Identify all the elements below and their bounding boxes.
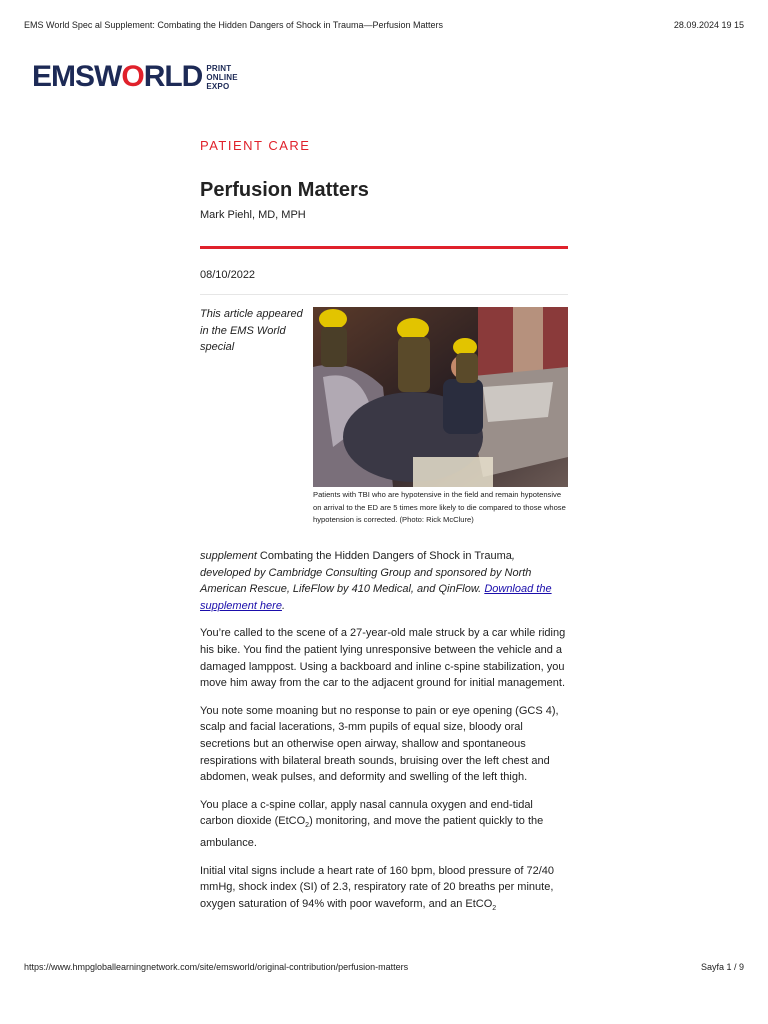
print-header (24, 20, 744, 30)
intro-supplement-title: Combating the Hidden Dangers of Shock in Trauma (256, 550, 512, 562)
title-divider (200, 246, 568, 249)
download-supplement-link[interactable]: Download the supplement here (200, 583, 552, 612)
intro-paragraph (200, 548, 568, 614)
article-date: 08/10/2022 (200, 269, 256, 281)
logo-tag-print: PRINT (206, 63, 232, 73)
p3-subscript: 2 (305, 822, 310, 830)
logo-w: W (94, 60, 122, 93)
logo-tagline (206, 64, 237, 91)
intro-italic-1: supplement (200, 550, 257, 562)
logo-ems: EMS (32, 60, 95, 93)
logo-tag-expo: EXPO (206, 81, 230, 91)
intro-italic-2: , developed by Cambridge Consulting Group and sponsored by North American Rescue, LifeFlow by 410 Medical, and QinFlow. (200, 550, 532, 596)
intro-side-text: This article appeared in the EMS World special (200, 308, 303, 353)
body-paragraph-2: You note some moaning but no response to pain or eye opening (GCS 4), scalp and facial lacerations, 3-mm pupils of equal size, bloody oral secretions but an otherwise open airway, shallow and spontaneous respirations with bilateral breath sounds, bruising over the left chest and abdomen, weak pulses, and deformity and swelling of the left thigh. (200, 704, 559, 784)
logo-o: O (121, 60, 144, 93)
body-paragraph-1: You’re called to the scene of a 27-year-old male struck by a car while riding his bike. You find the patient lying unresponsive between the vehicle and a damaged lamppost. Using a backboard and inline c-spine stabilization, you move him away from the car to the adjacent ground for initial management. (200, 627, 566, 690)
date-divider (200, 294, 568, 295)
article (200, 138, 568, 929)
article-byline: Mark Piehl, MD, MPH (200, 209, 306, 221)
category-kicker[interactable]: PATIENT CARE (200, 138, 311, 153)
print-header-datetime: 28.09.2024 19 15 (673, 20, 744, 30)
article-photo (313, 307, 568, 487)
print-footer-page: Sayfa 1 / 9 (700, 962, 744, 972)
body-paragraph-3 (200, 797, 568, 852)
print-footer-url: https://www.hmpgloballearningnetwork.com/site/emsworld/original-contribution/perfusion-matters (24, 962, 409, 972)
p4-subscript: 2 (492, 905, 497, 913)
print-footer (24, 962, 744, 972)
body-paragraph-4 (200, 863, 568, 918)
print-header-title: EMS World Spec al Supplement: Combating the Hidden Dangers of Shock in Trauma—Perfusion Matters (24, 20, 444, 30)
logo-rld: RLD (143, 60, 203, 93)
logo-tag-online: ONLINE (206, 72, 238, 82)
emsworld-logo[interactable] (32, 62, 238, 92)
article-title: Perfusion Matters (200, 179, 369, 201)
intro-period: . (281, 599, 286, 612)
p4-text-a: Initial vital signs include a heart rate of 160 bpm, blood pressure of 72/40 mmHg, shock index (SI) of 2.3, respiratory rate of 20 breaths per minute, oxygen saturation of 94% with poor waveform, and an EtCO (200, 864, 555, 910)
intro-row (200, 306, 568, 548)
logo-wordmark (32, 62, 202, 92)
photo-caption: Patients with TBI who are hypotensive in the field and remain hypotensive on arrival to the ED are 5 times more likely to die compared to those whose hypotension is corrected. (Photo: Rick McClure) (313, 490, 566, 524)
p3-text-a: You place a c-spine collar, apply nasal cannula oxygen and end-tidal carbon dioxide (EtCO (200, 798, 533, 828)
article-figure (313, 307, 568, 527)
p3-text-b: ) monitoring, and move the patient quickly to the ambulance. (200, 815, 544, 850)
